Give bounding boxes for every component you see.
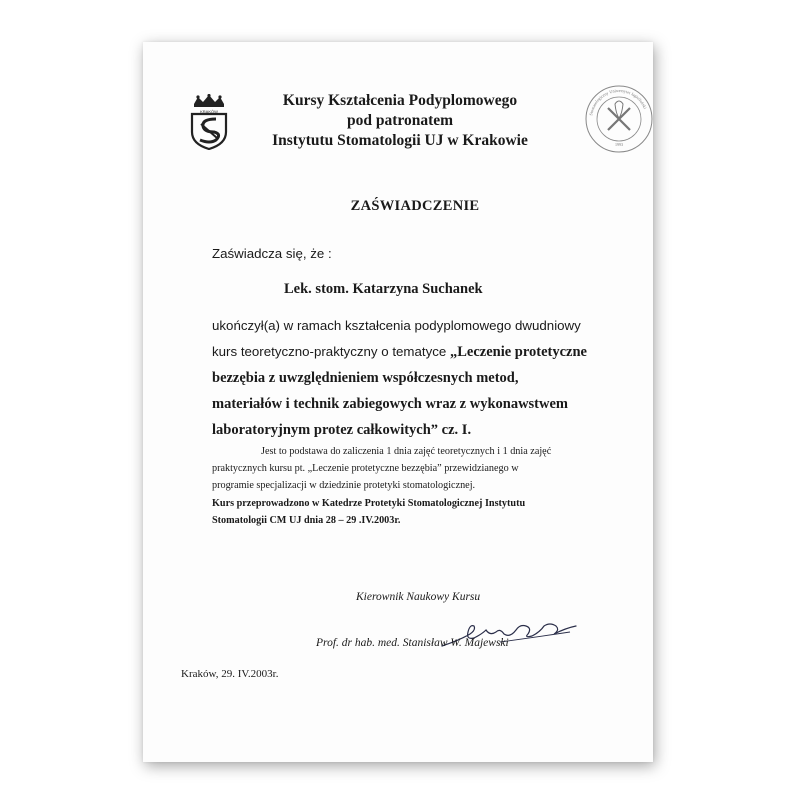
body-line-5: laboratoryjnym protez całkowitych” cz. I. <box>212 422 472 438</box>
body-line-2-prefix: kurs teoretyczno-praktyczny o tematyce <box>212 344 450 359</box>
intro-text: Zaświadcza się, że : <box>212 246 332 261</box>
body-line-2 <box>212 344 587 361</box>
crest-caption: KRAKÓW <box>200 109 218 114</box>
header-line-3: Instytutu Stomatologii UJ w Krakowie <box>272 132 528 149</box>
header-line-1: Kursy Kształcenia Podyplomowego <box>282 92 518 109</box>
seal-text: Stomatologiczny Uniwersytet Jagielloński <box>588 87 648 116</box>
signatory-name: Prof. dr hab. med. Stanisław W. Majewski <box>316 637 509 649</box>
recipient-name: Lek. stom. Katarzyna Suchanek <box>284 281 483 297</box>
header-line-2: pod patronatem <box>346 112 454 129</box>
small-line-3: programie specjalizacji w dziedzinie protetyki stomatologicznej. <box>212 480 476 491</box>
body-line-3: bezzębia z uwzględnieniem współczesnych metod, <box>212 370 519 386</box>
seal-year: 1993 <box>615 142 623 147</box>
document-title: ZAŚWIADCZENIE <box>350 198 480 214</box>
course-topic-start: „Leczenie protetyczne <box>449 344 587 360</box>
small-line-1: Jest to podstawa do zaliczenia 1 dnia zajęć teoretycznych i 1 dnia zajęć <box>261 446 552 457</box>
body-line-1: ukończył(a) w ramach kształcenia podyplomowego dwudniowy <box>212 318 581 333</box>
small-line-4: Kurs przeprowadzono w Katedrze Protetyki Stomatologicznej Instytutu <box>212 498 526 509</box>
small-line-5: Stomatologii CM UJ dnia 28 – 29 .IV.2003r. <box>212 515 401 526</box>
small-line-2: praktycznych kursu pt. „Leczenie protetyczne bezzębia” przewidzianego w <box>212 463 519 474</box>
signatory-role: Kierownik Naukowy Kursu <box>356 591 481 603</box>
place-and-date: Kraków, 29. IV.2003r. <box>181 668 279 680</box>
body-line-4: materiałów i technik zabiegowych wraz z wykonawstwem <box>212 396 569 412</box>
